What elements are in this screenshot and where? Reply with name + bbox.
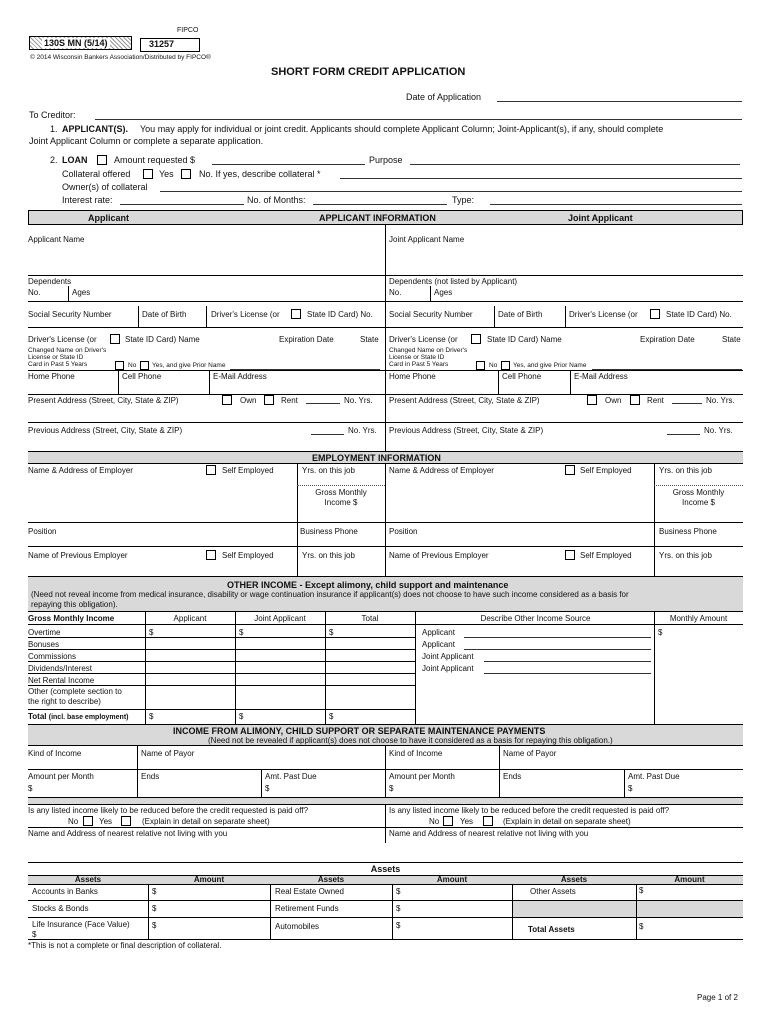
joint-relative-label: Name and Address of nearest relative not living with you: [389, 829, 589, 838]
life-insurance-label: Life Insurance (Face Value): [32, 920, 130, 929]
section1-text: You may apply for individual or joint credit. Applicants should complete Applicant Column; Joint-Applicant(s), if any, should complete: [140, 124, 664, 134]
interest-rate-field[interactable]: [120, 204, 244, 205]
amount-col-1: Amount: [193, 875, 225, 884]
changed-yes-checkbox[interactable]: [140, 361, 149, 370]
rent-label: Rent: [281, 396, 298, 405]
alimony-title: INCOME FROM ALIMONY, CHILD SUPPORT OR SEPARATE MAINTENANCE PAYMENTS: [173, 726, 546, 736]
dotted-line: [297, 485, 385, 486]
other-income-note: (Need not reveal income from medical insurance, disability or wage continuation insurance if applicant(s) does not choose to have such income considered as a basis for: [31, 590, 629, 599]
ssn-label: Social Security Number: [28, 310, 112, 319]
copyright: © 2014 Wisconsin Bankers Association/Distributed by FIPCO®: [30, 54, 211, 61]
date-of-application-field[interactable]: [497, 101, 742, 102]
alimony-note: (Need not be revealed if applicant(s) does not choose to have it considered as a basis for repaying this obligation.): [208, 736, 613, 745]
joint-changed-name-label: Changed Name on Driver's License or State ID Card in Past 5 Years: [389, 347, 468, 368]
cell-divider: [415, 612, 416, 724]
explain-label: (Explain in detail on separate sheet): [142, 817, 270, 826]
source-joint-1: Joint Applicant: [422, 652, 474, 661]
owners-label: Owner(s) of collateral: [62, 182, 148, 192]
row-line: [28, 939, 743, 940]
collateral-note: *This is not a complete or final description of collateral.: [28, 941, 222, 950]
cell-divider: [499, 746, 500, 797]
cell-divider: [385, 746, 386, 797]
life-insurance-dollar: $: [152, 921, 157, 930]
overtime-joint-dollar: $: [239, 628, 244, 637]
joint-self-employed-label: Self Employed: [580, 466, 632, 475]
column-divider: [385, 225, 386, 451]
monthly-dollar: $: [658, 628, 663, 637]
row-line: [28, 769, 743, 770]
joint-col-header: Joint Applicant: [254, 614, 306, 623]
assets-col-3: Assets: [560, 875, 588, 884]
collateral-yes-label: Yes: [159, 169, 174, 179]
joint-present-address-label: Present Address (Street, City, State & ZIP): [389, 396, 540, 405]
automobiles-label: Automobiles: [275, 922, 320, 931]
cell-divider: [392, 885, 393, 939]
previous-address-label: Previous Address (Street, City, State & ZIP): [28, 426, 183, 435]
assets-col-2: Assets: [317, 875, 345, 884]
yrs-label: Yrs. on this job: [302, 466, 355, 475]
joint-reduced-yes-checkbox[interactable]: [483, 816, 493, 826]
loan-label: LOAN: [62, 155, 88, 165]
joint-changed-no-checkbox[interactable]: [476, 361, 485, 370]
joint-email-label: E-Mail Address: [574, 372, 628, 381]
present-address-label: Present Address (Street, City, State & ZIP): [28, 396, 179, 405]
own-checkbox[interactable]: [222, 395, 232, 405]
owners-field[interactable]: [160, 191, 742, 192]
dependents-label: Dependents: [28, 277, 72, 286]
assets-blank-cell-2: [637, 901, 743, 917]
life-insurance-face-dollar: $: [32, 930, 37, 939]
past-due-label: Amt. Past Due: [265, 772, 317, 781]
reduced-yes-label: Yes: [99, 817, 113, 826]
amount-dollar: $: [28, 784, 33, 793]
joint-rent-checkbox[interactable]: [630, 395, 640, 405]
monthly-col-header: Monthly Amount: [669, 614, 728, 623]
source-field-1[interactable]: [464, 637, 651, 638]
joint-self-employed-checkbox[interactable]: [565, 465, 575, 475]
row-line: [28, 546, 743, 547]
source-joint-2: Joint Applicant: [422, 664, 474, 673]
joint-dependents-label: Dependents (not listed by Applicant): [389, 277, 518, 286]
section1-label: APPLICANT(S).: [62, 124, 128, 134]
total-col-header: Total: [361, 614, 379, 623]
joint-name-label: Joint Applicant Name: [389, 235, 465, 244]
joint-gross-income-label: Gross Monthly Income $: [672, 488, 725, 507]
other-income-row-label: Other (complete section to the right to describe): [28, 687, 122, 706]
changed-no-checkbox[interactable]: [115, 361, 124, 370]
employment-title: EMPLOYMENT INFORMATION: [312, 453, 441, 463]
joint-reduced-no-checkbox[interactable]: [443, 816, 453, 826]
accounts-dollar: $: [152, 887, 157, 896]
form-number: 130S MN (5/14): [44, 38, 108, 48]
joint-changed-no-label: No: [489, 362, 498, 369]
state-id-checkbox[interactable]: [291, 309, 301, 319]
reduced-no-checkbox[interactable]: [83, 816, 93, 826]
row-line: [28, 649, 415, 650]
source-field-3[interactable]: [484, 661, 651, 662]
cell-divider: [654, 464, 655, 576]
cell-divider: [325, 612, 326, 724]
cell-phone-label: Cell Phone: [122, 372, 162, 381]
row-line: [28, 673, 415, 674]
to-creditor-label: To Creditor:: [29, 110, 76, 120]
joint-dob-label: Date of Birth: [498, 310, 543, 319]
cell-divider: [209, 370, 210, 394]
joint-yrs-label: Yrs. on this job: [659, 466, 712, 475]
past-due-dollar: $: [265, 784, 270, 793]
self-employed-label: Self Employed: [222, 466, 274, 475]
stocks-bonds-label: Stocks & Bonds: [32, 904, 89, 913]
type-label: Type:: [452, 195, 475, 205]
separator-bar: [28, 797, 743, 805]
position-label: Position: [28, 527, 57, 536]
joint-reduced-yes-label: Yes: [460, 817, 474, 826]
row-line: [28, 637, 415, 638]
joint-changed-yes-checkbox[interactable]: [501, 361, 510, 370]
cell-divider: [297, 464, 298, 576]
home-phone-label: Home Phone: [28, 372, 75, 381]
months-field[interactable]: [313, 204, 447, 205]
fipco-label: FIPCO: [177, 27, 199, 34]
cell-divider: [138, 306, 139, 327]
cell-divider: [68, 286, 69, 301]
date-of-application-label: Date of Application: [406, 92, 482, 102]
joint-cell-phone-label: Cell Phone: [502, 372, 542, 381]
cell-divider: [565, 306, 566, 327]
amount-col-3: Amount: [674, 875, 705, 884]
own-label: Own: [240, 396, 257, 405]
cell-divider: [498, 370, 499, 394]
source-field-2[interactable]: [464, 649, 651, 650]
total-total-dollar: $: [329, 712, 334, 721]
prev-years-field[interactable]: [311, 434, 344, 435]
page-number: Page 1 of 2: [697, 993, 738, 1002]
joint-rent-label: Rent: [647, 396, 664, 405]
joint-past-due-label: Amt. Past Due: [628, 772, 680, 781]
row-line: [28, 522, 743, 523]
automobiles-dollar: $: [396, 921, 401, 930]
row-line: [28, 827, 743, 828]
joint-prev-self-employed-label: Self Employed: [580, 551, 632, 560]
joint-prev-years-field[interactable]: [667, 434, 700, 435]
assets-blank-cell: [513, 901, 636, 917]
self-employed-checkbox[interactable]: [206, 465, 216, 475]
joint-changed-yes-label: Yes, and give Prior Name: [513, 362, 587, 369]
prev-employer-label: Name of Previous Employer: [28, 551, 128, 560]
applicant-info-title: APPLICANT INFORMATION: [319, 213, 436, 223]
years-label: No. Yrs.: [344, 396, 373, 405]
bonuses-label: Bonuses: [28, 640, 60, 649]
loan-checkbox[interactable]: [97, 155, 107, 165]
collateral-description-field[interactable]: [340, 178, 742, 179]
applicant-col-header: Applicant: [173, 614, 207, 623]
cell-divider: [261, 769, 262, 797]
amount-requested-field[interactable]: [212, 164, 365, 165]
joint-dependents-ages-label: Ages: [434, 288, 453, 297]
prev-self-employed-label: Self Employed: [222, 551, 274, 560]
retirement-dollar: $: [396, 904, 401, 913]
kind-label: Kind of Income: [28, 749, 82, 758]
cell-divider: [570, 370, 571, 394]
total-income-label: Total (incl. base employment): [28, 712, 129, 721]
joint-ssn-label: Social Security Number: [389, 310, 473, 319]
changed-no-label: No: [128, 362, 137, 369]
other-income-note-2: repaying this obligation).: [31, 600, 118, 609]
changed-name-label: Changed Name on Driver's License or State ID Card in Past 5 Years: [28, 347, 107, 368]
section1-number: 1.: [50, 124, 58, 134]
amount-requested-label: Amount requested $: [114, 155, 196, 165]
section1-text-2: Joint Applicant Column or complete a separate application.: [29, 136, 264, 146]
applicant-name-label: Applicant Name: [28, 235, 85, 244]
state-id-no-label: State ID Card) No.: [307, 310, 373, 319]
retirement-label: Retirement Funds: [275, 904, 339, 913]
gross-monthly-income-header: Gross Monthly Income: [28, 614, 115, 623]
joint-payor-label: Name of Payor: [503, 749, 557, 758]
business-phone-label: Business Phone: [300, 527, 358, 536]
collateral-no-checkbox[interactable]: [181, 169, 191, 179]
dotted-line: [654, 485, 743, 486]
purpose-field[interactable]: [410, 164, 740, 165]
joint-own-checkbox[interactable]: [587, 395, 597, 405]
changed-yes-label: Yes, and give Prior Name: [152, 362, 226, 369]
row-line: [28, 917, 743, 918]
total-assets-dollar: $: [639, 922, 644, 931]
relative-label: Name and Address of nearest relative not living with you: [28, 829, 228, 838]
row-line: [28, 624, 743, 625]
prev-self-employed-checkbox[interactable]: [206, 550, 216, 560]
commissions-label: Commissions: [28, 652, 77, 661]
dependents-no-label: No.: [28, 288, 41, 297]
collateral-no-label: No. If yes, describe collateral *: [199, 169, 321, 179]
loan-number: 2.: [50, 155, 58, 165]
row-line: [28, 862, 743, 863]
joint-past-due-dollar: $: [628, 784, 633, 793]
dependents-ages-label: Ages: [72, 288, 91, 297]
joint-state-id-name-checkbox[interactable]: [471, 334, 481, 344]
dl-label: Driver's License (or: [211, 310, 280, 319]
joint-years-label: No. Yrs.: [706, 396, 735, 405]
reduced-yes-checkbox[interactable]: [121, 816, 131, 826]
total-joint-dollar: $: [239, 712, 244, 721]
joint-prev-years-label: No. Yrs.: [704, 426, 733, 435]
cell-divider: [385, 805, 386, 843]
joint-state-id-no-label: State ID Card) No.: [666, 310, 732, 319]
total-applicant-dollar: $: [149, 712, 154, 721]
joint-reduced-question: Is any listed income likely to be reduced before the credit requested is paid off?: [389, 806, 670, 815]
dl-name-label: Driver's License (or: [28, 335, 97, 344]
collateral-offered-label: Collateral offered: [62, 169, 131, 179]
real-estate-dollar: $: [396, 887, 401, 896]
dob-label: Date of Birth: [142, 310, 187, 319]
purpose-label: Purpose: [369, 155, 403, 165]
state-id-name-checkbox[interactable]: [110, 334, 120, 344]
joint-prev-yrs-label: Yrs. on this job: [659, 551, 712, 560]
joint-position-label: Position: [389, 527, 418, 536]
cell-divider: [494, 306, 495, 327]
state-id-name-label: State ID Card) Name: [125, 335, 200, 344]
real-estate-label: Real Estate Owned: [275, 887, 344, 896]
cell-divider: [235, 612, 236, 724]
row-line: [28, 275, 743, 276]
joint-state-id-checkbox[interactable]: [650, 309, 660, 319]
joint-home-phone-label: Home Phone: [389, 372, 436, 381]
joint-prev-employer-label: Name of Previous Employer: [389, 551, 489, 560]
rental-income-label: Net Rental Income: [28, 676, 95, 685]
years-field[interactable]: [306, 403, 340, 404]
amount-label: Amount per Month: [28, 772, 94, 781]
cell-divider: [137, 746, 138, 797]
joint-expiration-label: Expiration Date: [640, 335, 695, 344]
form-code: 31257: [140, 38, 200, 52]
joint-kind-label: Kind of Income: [389, 749, 443, 758]
joint-dl-name-label: Driver's License (or: [389, 335, 458, 344]
describe-col-header: Describe Other Income Source: [480, 614, 591, 623]
row-line: [28, 370, 743, 371]
cell-divider: [206, 306, 207, 327]
overtime-total-dollar: $: [329, 628, 334, 637]
other-assets-dollar: $: [639, 886, 644, 895]
creditor-field[interactable]: [95, 119, 742, 120]
joint-prev-self-employed-checkbox[interactable]: [565, 550, 575, 560]
joint-state-label: State: [722, 335, 741, 344]
joint-column-header: Joint Applicant: [568, 213, 633, 223]
source-field-4[interactable]: [484, 673, 651, 674]
prev-years-label: No. Yrs.: [348, 426, 377, 435]
payor-label: Name of Payor: [141, 749, 195, 758]
row-line: [28, 422, 743, 423]
row-line: [28, 661, 415, 662]
joint-business-phone-label: Business Phone: [659, 527, 717, 536]
months-label: No. of Months:: [247, 195, 306, 205]
email-label: E-Mail Address: [213, 372, 267, 381]
type-field[interactable]: [490, 204, 742, 205]
dividends-label: Dividends/Interest: [28, 664, 93, 673]
joint-dependents-no-label: No.: [389, 288, 402, 297]
other-income-title: OTHER INCOME - Except alimony, child support and maintenance: [227, 580, 509, 590]
joint-dl-label: Driver's License (or: [569, 310, 638, 319]
cell-divider: [270, 885, 271, 939]
row-line: [28, 685, 415, 686]
joint-state-id-name-label: State ID Card) Name: [487, 335, 562, 344]
joint-amount-dollar: $: [389, 784, 394, 793]
joint-previous-address-label: Previous Address (Street, City, State & ZIP): [389, 426, 544, 435]
cell-divider: [654, 612, 655, 724]
joint-explain-label: (Explain in detail on separate sheet): [503, 817, 631, 826]
reduced-no-label: No: [68, 817, 79, 826]
cell-divider: [385, 464, 386, 576]
expiration-label: Expiration Date: [279, 335, 334, 344]
joint-own-label: Own: [605, 396, 622, 405]
amount-col-2: Amount: [436, 875, 468, 884]
page-title: SHORT FORM CREDIT APPLICATION: [271, 66, 466, 78]
cell-divider: [145, 612, 146, 724]
joint-years-field[interactable]: [672, 403, 702, 404]
gross-income-label: Gross Monthly Income $: [315, 488, 367, 507]
prev-yrs-label: Yrs. on this job: [302, 551, 355, 560]
row-line: [28, 327, 743, 328]
overtime-applicant-dollar: $: [149, 628, 154, 637]
source-applicant-2: Applicant: [422, 640, 455, 649]
employer-label: Name & Address of Employer: [28, 466, 133, 475]
cell-divider: [118, 370, 119, 394]
reduced-question: Is any listed income likely to be reduced before the credit requested is paid off?: [28, 806, 309, 815]
accounts-in-banks-label: Accounts in Banks: [32, 887, 98, 896]
stocks-dollar: $: [152, 904, 157, 913]
assets-title: Assets: [370, 864, 401, 874]
assets-col-1: Assets: [74, 875, 102, 884]
applicant-column-header: Applicant: [88, 213, 130, 223]
total-assets-label: Total Assets: [528, 925, 575, 934]
source-applicant-1: Applicant: [422, 628, 455, 637]
joint-amount-label: Amount per Month: [389, 772, 455, 781]
overtime-label: Overtime: [28, 628, 61, 637]
row-line: [28, 709, 415, 710]
cell-divider: [430, 286, 431, 301]
state-label: State: [360, 335, 379, 344]
cell-divider: [148, 885, 149, 939]
joint-employer-label: Name & Address of Employer: [389, 466, 494, 475]
row-line: [28, 301, 743, 302]
rent-checkbox[interactable]: [264, 395, 274, 405]
other-assets-label: Other Assets: [530, 887, 576, 896]
cell-divider: [624, 769, 625, 797]
joint-ends-label: Ends: [503, 772, 522, 781]
interest-rate-label: Interest rate:: [62, 195, 113, 205]
ends-label: Ends: [141, 772, 160, 781]
joint-reduced-no-label: No: [429, 817, 440, 826]
collateral-yes-checkbox[interactable]: [143, 169, 153, 179]
